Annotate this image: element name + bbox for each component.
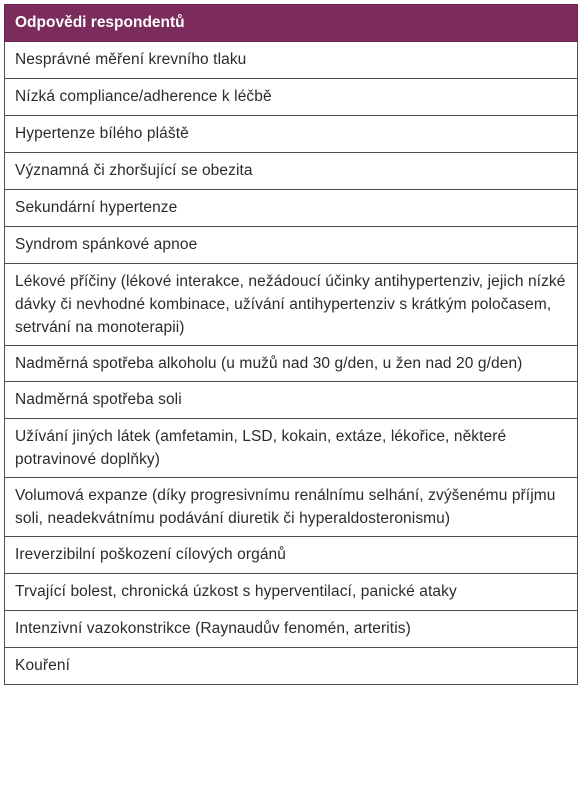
table-row xyxy=(5,153,578,190)
table-cell: Nesprávné měření krevního tlaku xyxy=(5,42,578,79)
table-row xyxy=(5,42,578,79)
table-row xyxy=(5,648,578,685)
answers-table xyxy=(4,4,578,685)
table-row xyxy=(5,611,578,648)
table-cell: Kouření xyxy=(5,648,578,685)
table-row xyxy=(5,419,578,478)
table-cell: Sekundární hypertenze xyxy=(5,190,578,227)
table-row xyxy=(5,79,578,116)
table-cell: Nadměrná spotřeba alkoholu (u mužů nad 30 g/den, u žen nad 20 g/den) xyxy=(5,346,578,382)
table-row xyxy=(5,346,578,382)
table-row xyxy=(5,574,578,611)
table-row xyxy=(5,227,578,264)
table-cell: Hypertenze bílého pláště xyxy=(5,116,578,153)
table-row xyxy=(5,537,578,574)
table-cell: Trvající bolest, chronická úzkost s hyperventilací, panické ataky xyxy=(5,574,578,611)
table-cell: Syndrom spánkové apnoe xyxy=(5,227,578,264)
table-row xyxy=(5,382,578,419)
table-row xyxy=(5,478,578,537)
table-header-row xyxy=(5,5,578,42)
table-cell: Nadměrná spotřeba soli xyxy=(5,382,578,419)
table-cell: Volumová expanze (díky progresivnímu renálnímu selhání, zvýšenému příjmu soli, neadekvátnímu podávání diuretik či hyperaldosteronismu) xyxy=(5,478,578,537)
respondent-answers-table xyxy=(4,4,578,685)
table-cell: Nízká compliance/adherence k léčbě xyxy=(5,79,578,116)
table-header: Odpovědi respondentů xyxy=(5,5,578,42)
table-row xyxy=(5,190,578,227)
table-cell: Významná či zhoršující se obezita xyxy=(5,153,578,190)
table-cell: Lékové příčiny (lékové interakce, nežádoucí účinky antihypertenziv, jejich nízké dávky či nevhodné kombinace, užívání antihypertenziv s krátkým poločasem, setrvání na monoterapii) xyxy=(5,264,578,346)
table-row xyxy=(5,116,578,153)
table-row xyxy=(5,264,578,346)
table-cell: Užívání jiných látek (amfetamin, LSD, kokain, extáze, lékořice, některé potravinové doplňky) xyxy=(5,419,578,478)
table-cell: Intenzivní vazokonstrikce (Raynaudův fenomén, arteritis) xyxy=(5,611,578,648)
table-cell: Ireverzibilní poškození cílových orgánů xyxy=(5,537,578,574)
